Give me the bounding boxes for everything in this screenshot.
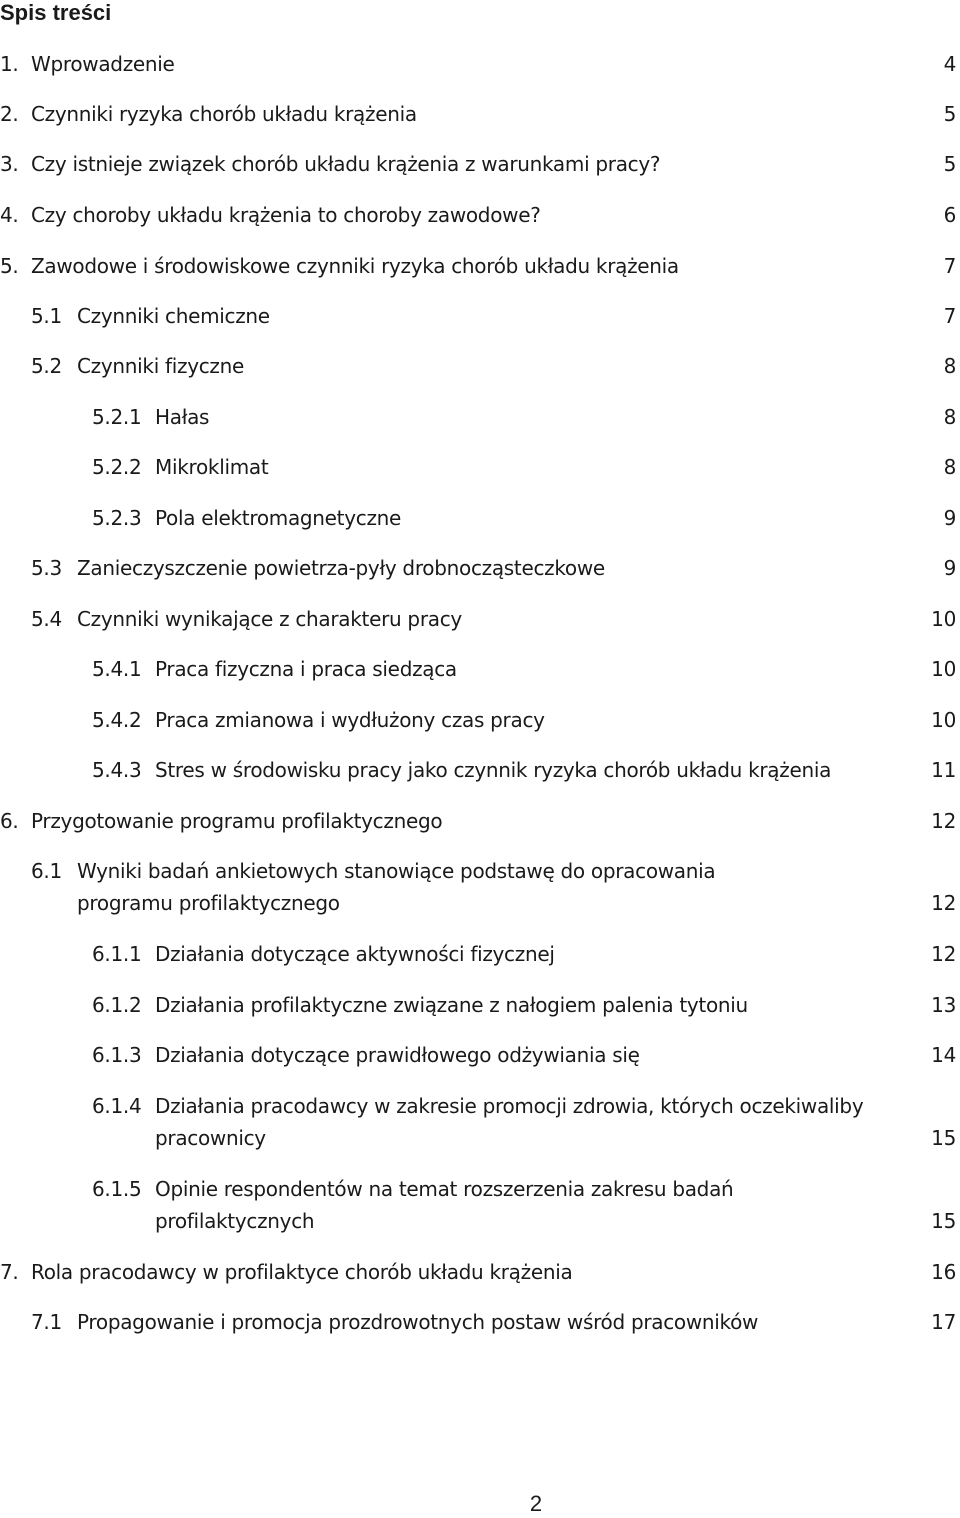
- toc-entry-page: 12: [931, 942, 956, 966]
- toc-entry-number: 6.1.5: [92, 1177, 142, 1201]
- toc-entry-number: 6.1.3: [92, 1043, 142, 1067]
- toc-entry-title: Czynniki ryzyka chorób układu krążenia: [31, 102, 417, 126]
- toc-entry-number: 2.: [0, 102, 19, 126]
- toc-entry-title: Opinie respondentów na temat rozszerzenia zakresu badań: [155, 1177, 734, 1201]
- toc-entry-title: Stres w środowisku pracy jako czynnik ryzyka chorób układu krążenia: [155, 758, 832, 782]
- toc-entry[interactable]: [92, 1090, 956, 1154]
- toc-entry-number: 5.4.1: [92, 657, 142, 681]
- toc-entry-title: Rola pracodawcy w profilaktyce chorób układu krążenia: [31, 1260, 573, 1284]
- toc-entry-number: 6.1: [31, 859, 62, 883]
- toc-entry-number: 5.2.2: [92, 455, 142, 479]
- toc-entry-title: Zanieczyszczenie powietrza-pyły drobnocząsteczkowe: [77, 556, 605, 580]
- toc-entry-number: 1.: [0, 52, 19, 76]
- toc-entry-page: 8: [943, 405, 956, 429]
- toc-entry-number: 6.1.4: [92, 1094, 142, 1118]
- toc-entry-title: Przygotowanie programu profilaktycznego: [31, 809, 443, 833]
- toc-entry-title: Wyniki badań ankietowych stanowiące podstawę do opracowania: [77, 859, 716, 883]
- toc-entry-title: Praca zmianowa i wydłużony czas pracy: [155, 708, 545, 732]
- toc-entry-number: 5.4.2: [92, 708, 142, 732]
- toc-entry-title: Praca fizyczna i praca siedząca: [155, 657, 457, 681]
- toc-entry-page: 12: [931, 809, 956, 833]
- toc-entry[interactable]: [31, 855, 956, 919]
- toc-entry-title: Mikroklimat: [155, 455, 269, 479]
- toc-entry-title: Czy choroby układu krążenia to choroby zawodowe?: [31, 203, 541, 227]
- toc-entry-page: 9: [943, 506, 956, 530]
- toc-entry-number: 5.2.3: [92, 506, 142, 530]
- toc-entry-title: Czynniki wynikające z charakteru pracy: [77, 607, 462, 631]
- toc-entry-title: Hałas: [155, 405, 210, 429]
- toc-entry-page: 8: [943, 455, 956, 479]
- toc-entry-page: 6: [943, 203, 956, 227]
- toc-entry-page: 11: [931, 758, 956, 782]
- toc-entry-number: 3.: [0, 152, 19, 176]
- toc-entry-number: 5.1: [31, 304, 62, 328]
- toc-entry-number: 6.1.1: [92, 942, 142, 966]
- toc-entry-title: Wprowadzenie: [31, 52, 175, 76]
- toc-entry-title: Działania dotyczące prawidłowego odżywiania się: [155, 1043, 640, 1067]
- toc-entry-number: 5.2: [31, 354, 62, 378]
- toc-entry-page: 8: [943, 354, 956, 378]
- toc-entry-page: 10: [931, 657, 956, 681]
- toc-entry-title: Czynniki fizyczne: [77, 354, 245, 378]
- toc-entry-title: Działania pracodawcy w zakresie promocji zdrowia, których oczekiwaliby: [155, 1094, 864, 1118]
- toc-entry-number: 5.: [0, 254, 19, 278]
- toc-entry-number: 6.: [0, 809, 19, 833]
- toc-entry-page: 17: [931, 1310, 956, 1334]
- toc-entry[interactable]: [92, 1173, 956, 1237]
- toc-entry-page: 12: [931, 891, 956, 915]
- toc-entry-number: 7.: [0, 1260, 19, 1284]
- toc-entry-page: 10: [931, 708, 956, 732]
- toc-entry-title: Pola elektromagnetyczne: [155, 506, 402, 530]
- toc-entry-page: 15: [931, 1209, 956, 1233]
- toc-entry-number: 5.2.1: [92, 405, 142, 429]
- toc-entry-page: 4: [943, 52, 956, 76]
- toc-entry-number: 7.1: [31, 1310, 62, 1334]
- toc-heading: Spis treści: [0, 0, 112, 25]
- toc-entry-page: 7: [943, 304, 956, 328]
- toc-entry-number: 5.3: [31, 556, 62, 580]
- footer-page-number: 2: [529, 1491, 543, 1516]
- toc-entry-title-continued: programu profilaktycznego: [77, 891, 340, 915]
- toc-entry-title-continued: pracownicy: [155, 1126, 266, 1150]
- toc-entry-title: Zawodowe i środowiskowe czynniki ryzyka chorób układu krążenia: [31, 254, 679, 278]
- toc-entry-page: 7: [943, 254, 956, 278]
- toc-entry-number: 6.1.2: [92, 993, 142, 1017]
- toc-entry-page: 5: [943, 102, 956, 126]
- toc-entry-title: Działania profilaktyczne związane z nałogiem palenia tytoniu: [155, 993, 748, 1017]
- toc-entry-title: Czy istnieje związek chorób układu krążenia z warunkami pracy?: [31, 152, 661, 176]
- toc-entry-page: 9: [943, 556, 956, 580]
- toc-entry-page: 10: [931, 607, 956, 631]
- toc-entry-title: Czynniki chemiczne: [77, 304, 270, 328]
- toc-entry-title: Propagowanie i promocja prozdrowotnych postaw wśród pracowników: [77, 1310, 759, 1334]
- toc-entry-title-continued: profilaktycznych: [155, 1209, 315, 1233]
- toc-entry-page: 15: [931, 1126, 956, 1150]
- toc-entry-page: 14: [931, 1043, 956, 1067]
- toc-entry-page: 5: [943, 152, 956, 176]
- toc-entry-number: 5.4.3: [92, 758, 142, 782]
- toc-entry-page: 16: [931, 1260, 956, 1284]
- toc-entry-number: 5.4: [31, 607, 62, 631]
- toc-entry-number: 4.: [0, 203, 19, 227]
- toc-entry-page: 13: [931, 993, 956, 1017]
- toc-entry-title: Działania dotyczące aktywności fizycznej: [155, 942, 555, 966]
